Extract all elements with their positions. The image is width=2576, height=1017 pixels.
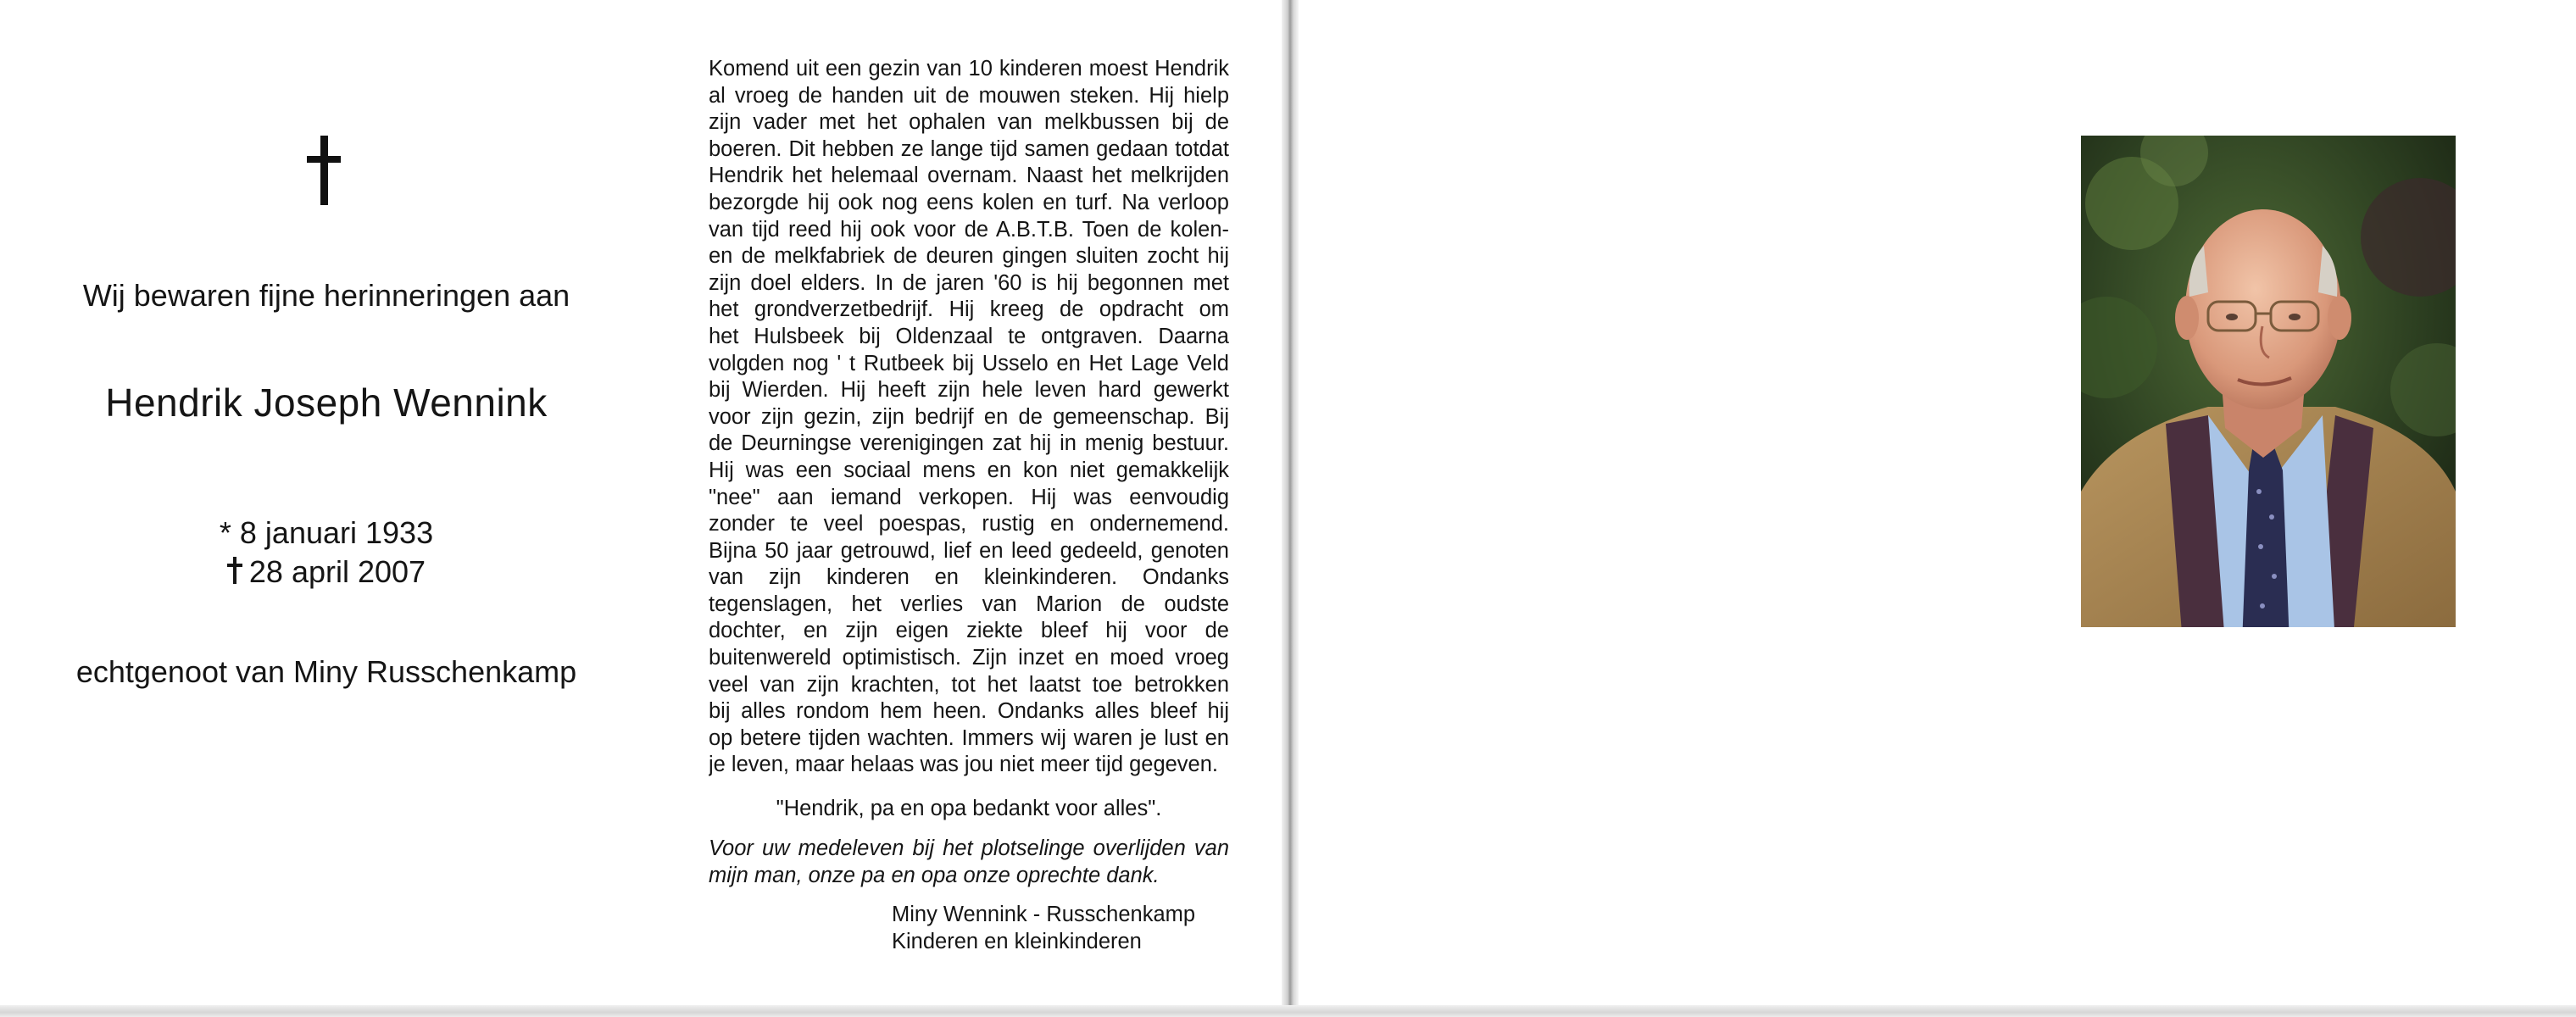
story-line: al vroeg de handen uit de mouwen steken. Hij hielp (709, 83, 1229, 108)
farewell-quote: "Hendrik, pa en opa bedankt voor alles". (776, 797, 1162, 820)
story-line: en de melkfabriek de deuren gingen sluiten zocht hij (709, 244, 1229, 269)
story-line: Hendrik het helemaal overnam. Naast het melkrijden (709, 164, 1229, 188)
story-line: van zijn kinderen en kleinkinderen. Ondanks (709, 565, 1229, 590)
signature-line: Miny Wennink - Russchenkamp (892, 903, 1196, 926)
thanks-line: Voor uw medeleven bij het plotselinge overlijden van (709, 836, 1229, 860)
story-line: je leven, maar helaas was jou niet meer tijd gegeven. (709, 753, 1219, 777)
story-line: zijn doel elders. In de jaren '60 is hij begonnen met (709, 270, 1229, 295)
card-fold (1282, 0, 1299, 1017)
story-line: dochter, en zijn eigen ziekte bleef hij voor de (709, 619, 1229, 643)
story-line: zijn vader met het ophalen van melkbussen bij de (709, 110, 1229, 135)
story-line: buitenwereld optimistisch. Zijn inzet en moed vroeg (709, 646, 1229, 670)
cross-icon (307, 136, 341, 205)
story-line: op betere tijden wachten. Immers wij waren je lust en (709, 725, 1229, 750)
story-line: Komend uit een gezin van 10 kinderen moest Hendrik (709, 57, 1229, 81)
spouse-line: echtgenoot van Miny Russchenkamp (75, 654, 577, 689)
family-signature (892, 902, 1195, 955)
story-line: "nee" aan iemand verkopen. Hij was eenvoudig (709, 485, 1229, 509)
deceased-name: Hendrik Joseph Wennink (105, 381, 548, 425)
story-line: tegenslagen, het verlies van Marion de oudste (709, 592, 1229, 616)
dagger-icon (227, 557, 242, 584)
death-line (34, 554, 619, 590)
story-line: boeren. Dit hebben ze lange tijd samen gedaan totdat (709, 136, 1229, 161)
story-line: het Hulsbeek bij Oldenzaal te ontgraven. Daarna (709, 324, 1229, 348)
story-line: veel van zijn krachten, tot het laatst toe betrokken (709, 672, 1229, 697)
story-line: voor zijn gezin, zijn bedrijf en de gemeenschap. Bij (709, 404, 1229, 429)
thanks-note (709, 836, 1229, 889)
death-date: 28 april 2007 (248, 554, 426, 589)
story-line: bij Wierden. Hij heeft zijn hele leven hard gewerkt (709, 378, 1229, 403)
story-line: bij alles rondom hem heen. Ondanks alles bleef hij (709, 699, 1229, 724)
memorial-intro: Wij bewaren fijne herinneringen aan (82, 278, 570, 313)
signature-line: Kinderen en kleinkinderen (892, 929, 1142, 953)
story-line: volgden nog ' t Rutbeek bij Usselo en Het Lage Veld (709, 351, 1229, 375)
story-line: zonder te veel poespas, rustig en ondernemend. (709, 512, 1229, 536)
scan-edge (0, 1005, 2576, 1017)
birth-date: * 8 januari 1933 (219, 515, 434, 550)
story-line: Hij was een sociaal mens en kon niet gemakkelijk (709, 458, 1229, 482)
story-line: van tijd reed hij ook voor de A.B.T.B. Toen de kolen- (709, 217, 1229, 242)
thanks-line: mijn man, onze pa en opa onze oprechte dank. (709, 863, 1160, 887)
story-line: bezorgde hij ook nog eens kolen en turf. Na verloop (709, 190, 1229, 214)
life-story (709, 56, 1229, 779)
story-line: de Deurningse verenigingen zat hij in menig bestuur. (709, 431, 1229, 456)
story-line: Bijna 50 jaar getrouwd, lief en leed gedeeld, genoten (709, 538, 1229, 563)
story-line: het grondverzetbedrijf. Hij kreeg de opdracht om (709, 297, 1229, 322)
portrait-photo (2081, 136, 2456, 627)
